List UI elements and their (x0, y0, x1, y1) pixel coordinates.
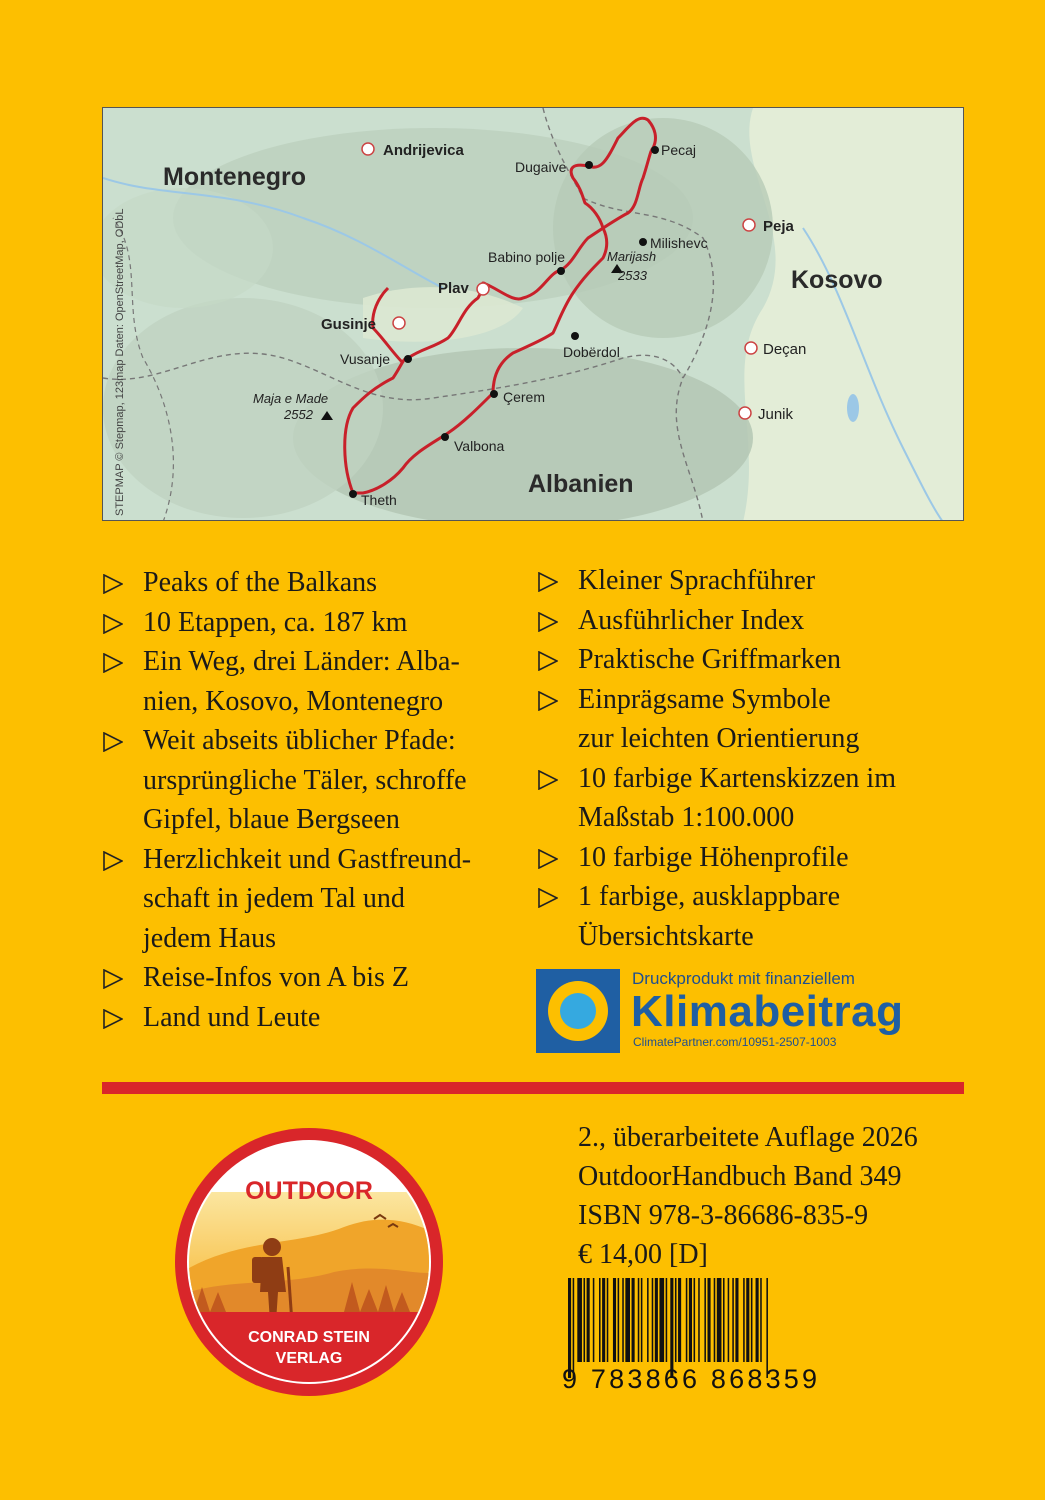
triangle-bullet-icon (103, 732, 123, 752)
map-town-valbona: Valbona (454, 438, 505, 454)
feature-text: Einprägsame Symbole zur leichten Orientierung (578, 683, 860, 754)
map-town-theth: Theth (361, 492, 397, 508)
map-country-kosovo: Kosovo (791, 266, 883, 294)
triangle-bullet-icon (538, 770, 558, 790)
map-peak-marijash: Marijash (607, 249, 657, 264)
climate-url: ClimatePartner.com/10951-2507-1003 (633, 1035, 837, 1049)
feature-text: 10 farbige Kartenskizzen im Maßstab 1:100.000 (578, 762, 896, 833)
feature-text: Ausführlicher Index (578, 604, 805, 636)
map-town-dugaive: Dugaive (515, 159, 567, 175)
feature-item (538, 759, 958, 838)
publication-info (578, 1118, 918, 1274)
overview-map (102, 107, 964, 521)
feature-text: Land und Leute (143, 1001, 321, 1033)
map-peak-marijash-height: 2533 (618, 268, 647, 283)
map-town-milishevc: Milishevc (650, 235, 708, 251)
badge-bottom-line1: CONRAD STEIN (248, 1329, 370, 1346)
feature-text: 10 farbige Höhenprofile (578, 841, 849, 873)
map-town-doberdol: Dobërdol (563, 344, 620, 360)
feature-item (103, 840, 523, 959)
feature-item (103, 642, 523, 721)
triangle-bullet-icon (103, 851, 123, 871)
feature-text: Reise-Infos von A bis Z (143, 962, 409, 993)
map-town-decan: Deçan (763, 341, 807, 358)
feature-text: Herzlichkeit und Gastfreund- schaft in jedem Tal und jedem Haus (143, 843, 472, 954)
map-town-plav: Plav (438, 280, 469, 297)
publisher-badge (174, 1127, 444, 1397)
feature-text: Weit abseits üblicher Pfade: ursprüngliche Täler, schroffe Gipfel, blaue Bergseen (143, 725, 467, 835)
triangle-bullet-icon (538, 849, 558, 869)
triangle-bullet-icon (538, 572, 558, 592)
map-town-gusinje: Gusinje (321, 316, 377, 333)
map-credit: STEPMAP © Stepmap, 123map Daten: OpenStreetMap, ODbL (114, 208, 126, 516)
climate-partner-logo-icon (536, 969, 620, 1053)
badge-top-text: OUTDOOR (245, 1177, 373, 1205)
triangle-bullet-icon (538, 651, 558, 671)
feature-text: 10 Etappen, ca. 187 km (143, 606, 408, 638)
map-peak-maja-e-made: Maja e Made (253, 391, 329, 406)
feature-item (538, 877, 958, 956)
map-town-vusanje: Vusanje (340, 351, 391, 367)
series-text: OutdoorHandbuch Band 349 (578, 1161, 902, 1192)
map-town-junik: Junik (758, 406, 794, 423)
feature-item (103, 958, 523, 998)
feature-text: Peaks of the Balkans (143, 567, 378, 598)
feature-item (538, 601, 958, 641)
feature-text: 1 farbige, ausklappbare Übersichtskarte (578, 881, 840, 952)
feature-item (538, 838, 958, 878)
feature-list-right (538, 561, 958, 956)
feature-item (103, 563, 523, 603)
triangle-bullet-icon (103, 1009, 123, 1029)
barcode (568, 1278, 852, 1378)
map-town-peja: Peja (763, 218, 794, 235)
map-country-montenegro: Montenegro (163, 163, 307, 191)
feature-text: Kleiner Sprachführer (578, 565, 816, 596)
map-town-babino-polje: Babino polje (488, 249, 566, 265)
feature-item (538, 680, 958, 759)
badge-bottom-line2: VERLAG (275, 1350, 343, 1367)
red-divider (102, 1082, 964, 1094)
edition-text: 2., überarbeitete Auflage 2026 (578, 1122, 918, 1153)
feature-text: Praktische Griffmarken (578, 644, 842, 675)
map-country-albanien: Albanien (528, 470, 634, 498)
map-town-pecaj: Pecaj (661, 142, 697, 158)
triangle-bullet-icon (103, 653, 123, 673)
barcode-digits: 9 783866 868359 (562, 1364, 821, 1394)
feature-item (103, 998, 523, 1038)
triangle-bullet-icon (538, 888, 558, 908)
feature-item (103, 721, 523, 840)
climate-partner-label (536, 969, 956, 1053)
climate-small-text: Druckprodukt mit finanziellem (632, 969, 855, 988)
feature-item (103, 603, 523, 643)
feature-item (538, 640, 958, 680)
feature-item (538, 561, 958, 601)
price-text: € 14,00 [D] (578, 1239, 708, 1270)
climate-big-text: Klimabeitrag (631, 987, 904, 1036)
triangle-bullet-icon (103, 614, 123, 634)
triangle-bullet-icon (538, 612, 558, 632)
triangle-bullet-icon (103, 969, 123, 989)
map-peak-maja-e-made-height: 2552 (284, 407, 313, 422)
triangle-bullet-icon (538, 691, 558, 711)
feature-list-left (103, 563, 523, 1037)
isbn-text: ISBN 978-3-86686-835-9 (578, 1200, 869, 1231)
map-town-cerem: Çerem (503, 389, 546, 405)
map-town-andrijevica: Andrijevica (383, 142, 464, 159)
triangle-bullet-icon (103, 574, 123, 594)
feature-text: Ein Weg, drei Länder: Alba- nien, Kosovo, Montenegro (143, 646, 460, 717)
